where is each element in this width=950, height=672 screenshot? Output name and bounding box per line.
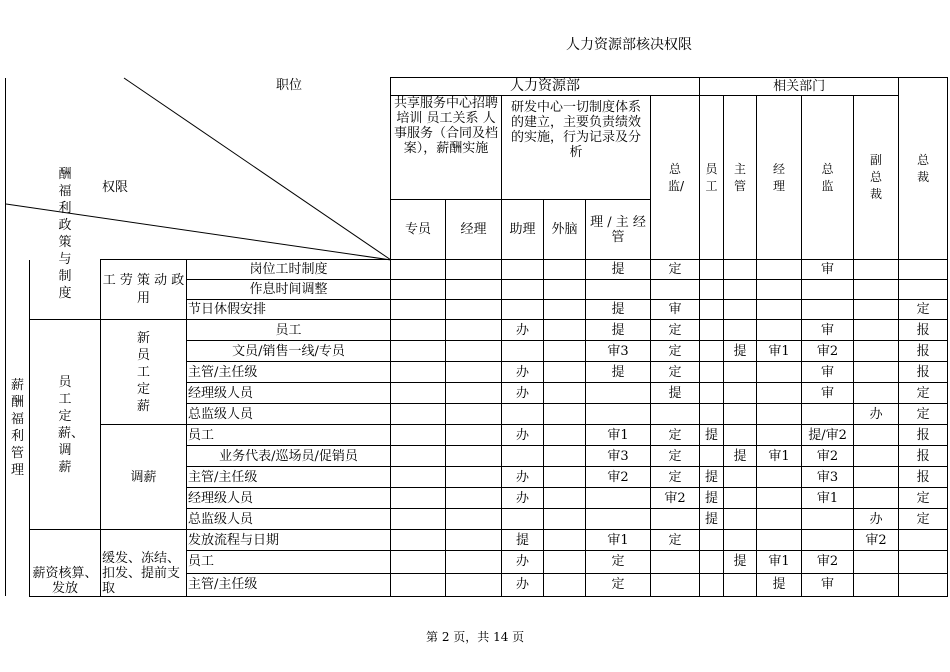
authority-cell: [446, 320, 502, 341]
authority-cell: 报: [899, 467, 948, 488]
left-category-label: 薪酬福利管理: [10, 377, 24, 478]
page-footer: 第 2 页，共 14 页: [426, 630, 525, 644]
related-dept-header: 相关部门: [700, 78, 899, 96]
authority-cell: [544, 573, 586, 596]
authority-cell: 定: [651, 446, 700, 467]
authority-cell: [446, 509, 502, 530]
authority-cell: [854, 467, 899, 488]
table-row: [6, 260, 948, 280]
authority-cell: [544, 530, 586, 551]
authority-cell: [724, 404, 757, 425]
authority-cell: [544, 341, 586, 362]
authority-cell: [391, 446, 446, 467]
authority-cell: 报: [899, 362, 948, 383]
authority-cell: 提: [586, 300, 651, 320]
authority-cell: [724, 509, 757, 530]
authority-cell: [544, 320, 586, 341]
authority-cell: [586, 280, 651, 300]
authority-cell: [854, 341, 899, 362]
assistant-header: [502, 200, 544, 260]
assistant-label: 助理: [509, 222, 536, 237]
authority-cell: [544, 467, 586, 488]
authority-cell: [854, 446, 899, 467]
authority-cell: 提: [724, 341, 757, 362]
authority-cell: [502, 300, 544, 320]
item-cell: 员工: [187, 425, 391, 446]
dept-director-label: 总监: [821, 161, 834, 193]
authority-cell: 定: [899, 300, 948, 320]
authority-cell: [586, 383, 651, 404]
item-cell: 员工: [187, 551, 391, 574]
authority-cell: [446, 260, 502, 280]
authority-cell: [391, 551, 446, 574]
authority-cell: 办: [502, 551, 544, 574]
authority-cell: 提: [700, 467, 724, 488]
director-header: [651, 96, 700, 260]
authority-cell: [757, 260, 802, 280]
authority-cell: [899, 573, 948, 596]
supervisor-header: [724, 96, 757, 260]
authority-cell: [757, 425, 802, 446]
table-row: [6, 425, 948, 446]
authority-cell: [544, 280, 586, 300]
authority-cell: [802, 404, 854, 425]
authority-cell: [446, 551, 502, 574]
authority-cell: [391, 425, 446, 446]
item-cell: 节日休假安排: [187, 300, 391, 320]
authority-cell: [391, 488, 446, 509]
authority-cell: [700, 300, 724, 320]
authority-cell: [854, 383, 899, 404]
authority-cell: 审1: [757, 551, 802, 574]
authority-cell: [724, 488, 757, 509]
item-cell: 岗位工时制度: [187, 260, 391, 280]
authority-cell: 定: [651, 530, 700, 551]
authority-cell: 提: [651, 383, 700, 404]
authority-cell: [446, 573, 502, 596]
authority-cell: 审: [802, 573, 854, 596]
authority-cell: [854, 280, 899, 300]
authority-cell: [700, 530, 724, 551]
authority-cell: 审2: [802, 341, 854, 362]
page-title: 人力资源部核决权限: [566, 37, 692, 53]
authority-cell: 审: [802, 362, 854, 383]
authority-cell: [391, 509, 446, 530]
dept-director-header: [802, 96, 854, 260]
authority-cell: 定: [651, 341, 700, 362]
authority-cell: [700, 362, 724, 383]
authority-cell: [724, 260, 757, 280]
authority-cell: [757, 362, 802, 383]
authority-cell: 审: [802, 260, 854, 280]
authority-cell: 审: [802, 320, 854, 341]
authority-cell: 办: [502, 425, 544, 446]
item-cell: 经理级人员: [187, 488, 391, 509]
payroll-spacer: [101, 530, 187, 551]
rd-center-header: 研发中心一切制度体系的建立，主要负责绩效的实施，行为记录及分析: [502, 96, 651, 200]
authority-cell: 定: [586, 573, 651, 596]
authority-cell: [724, 362, 757, 383]
authority-cell: 办: [854, 509, 899, 530]
authority-cell: 审3: [802, 467, 854, 488]
authority-cell: 提: [700, 509, 724, 530]
authority-cell: [802, 280, 854, 300]
new-pay-cell: [101, 320, 187, 425]
authority-cell: 提: [586, 362, 651, 383]
table-row: [6, 530, 948, 551]
authority-cell: [391, 341, 446, 362]
authority-cell: [544, 488, 586, 509]
authority-cell: 审2: [586, 467, 651, 488]
authority-label: 权限: [102, 179, 129, 195]
president-header: [899, 78, 948, 260]
authority-cell: [446, 467, 502, 488]
vp-header: [854, 96, 899, 260]
authority-cell: [446, 341, 502, 362]
authority-cell: [502, 341, 544, 362]
authority-cell: [391, 467, 446, 488]
authority-cell: 办: [502, 320, 544, 341]
authority-cell: 办: [502, 488, 544, 509]
mgr-supervisor-header: 理 / 主 经 管: [586, 200, 651, 260]
authority-cell: [854, 320, 899, 341]
authority-cell: [391, 383, 446, 404]
authority-cell: [700, 260, 724, 280]
shared-center-header: 共享服务中心招聘 培训 员工关系 人事服务（合同及档案），薪酬实施: [391, 96, 502, 200]
authority-cell: [802, 530, 854, 551]
payroll-cell: [30, 530, 101, 597]
authority-cell: [502, 446, 544, 467]
authority-cell: [446, 425, 502, 446]
authority-cell: [651, 573, 700, 596]
authority-cell: 提: [700, 488, 724, 509]
authority-cell: [854, 551, 899, 574]
table-row: [6, 320, 948, 341]
authority-cell: [757, 530, 802, 551]
authority-cell: 审2: [802, 446, 854, 467]
authority-cell: [724, 467, 757, 488]
authority-cell: [544, 425, 586, 446]
item-cell: 总监级人员: [187, 404, 391, 425]
authority-cell: 提: [502, 530, 544, 551]
authority-cell: [899, 530, 948, 551]
authority-cell: 提: [586, 320, 651, 341]
authority-cell: 报: [899, 446, 948, 467]
authority-cell: [446, 488, 502, 509]
authority-cell: [854, 425, 899, 446]
authority-cell: [544, 260, 586, 280]
authority-cell: 定: [586, 551, 651, 574]
authority-cell: 审1: [757, 446, 802, 467]
supervisor-label: 主管: [734, 161, 747, 193]
authority-cell: [502, 280, 544, 300]
authority-cell: [544, 446, 586, 467]
authority-cell: 审1: [586, 530, 651, 551]
authority-cell: [544, 362, 586, 383]
authority-cell: [724, 573, 757, 596]
labor-policy-cell: 工 劳 策 动 政 用: [101, 260, 187, 320]
outsourced-label: 外脑: [551, 222, 578, 237]
authority-cell: 提/审2: [802, 425, 854, 446]
payroll-label: 薪资核算、发放: [32, 565, 98, 596]
authority-cell: [544, 383, 586, 404]
authority-cell: [446, 300, 502, 320]
authority-cell: [757, 320, 802, 341]
authority-cell: [651, 551, 700, 574]
authority-cell: [391, 362, 446, 383]
authority-cell: 审: [651, 300, 700, 320]
authority-cell: [757, 300, 802, 320]
manager-header: [757, 96, 802, 260]
authority-cell: 定: [899, 488, 948, 509]
authority-cell: 办: [502, 573, 544, 596]
authority-cell: [854, 362, 899, 383]
authority-cell: [700, 446, 724, 467]
authority-cell: 定: [651, 320, 700, 341]
authority-cell: [446, 404, 502, 425]
authority-cell: [391, 260, 446, 280]
authority-cell: [391, 404, 446, 425]
employee-header: [700, 96, 724, 260]
authority-cell: [502, 260, 544, 280]
authority-cell: 审2: [651, 488, 700, 509]
authority-cell: [651, 404, 700, 425]
item-cell: 作息时间调整: [187, 280, 391, 300]
authority-cell: [724, 320, 757, 341]
authority-cell: [700, 280, 724, 300]
authority-cell: 提: [724, 446, 757, 467]
authority-cell: 审2: [802, 551, 854, 574]
item-cell: 发放流程与日期: [187, 530, 391, 551]
authority-cell: 审1: [757, 341, 802, 362]
employee-label: 员工: [705, 161, 718, 193]
authority-cell: 报: [899, 425, 948, 446]
hr-manager-header: [446, 200, 502, 260]
authority-cell: [757, 404, 802, 425]
authority-cell: 审3: [586, 446, 651, 467]
defer-cell: 缓发、冻结、扣发、提前支取: [101, 551, 187, 597]
authority-cell: [899, 280, 948, 300]
authority-cell: 报: [899, 320, 948, 341]
authority-cell: [724, 383, 757, 404]
authority-cell: [724, 300, 757, 320]
authority-cell: 定: [651, 425, 700, 446]
authority-cell: [757, 383, 802, 404]
authority-cell: [757, 509, 802, 530]
authority-cell: 定: [651, 362, 700, 383]
authority-cell: [757, 280, 802, 300]
authority-cell: [391, 530, 446, 551]
authority-cell: [700, 551, 724, 574]
left-category-cell: [6, 260, 30, 597]
authority-cell: [391, 300, 446, 320]
authority-cell: [700, 383, 724, 404]
authority-cell: [700, 341, 724, 362]
item-cell: 总监级人员: [187, 509, 391, 530]
new-pay-label: 新员工定薪: [136, 330, 150, 414]
table-row: [6, 551, 948, 574]
authority-cell: 定: [651, 260, 700, 280]
authority-cell: 办: [854, 404, 899, 425]
authority-cell: [391, 280, 446, 300]
authority-cell: [724, 280, 757, 300]
authority-cell: [586, 404, 651, 425]
authority-cell: 审1: [802, 488, 854, 509]
authority-cell: 办: [502, 362, 544, 383]
authority-cell: [854, 300, 899, 320]
authority-cell: [446, 280, 502, 300]
authority-cell: [502, 509, 544, 530]
authority-cell: [446, 446, 502, 467]
employee-pay-cell: [30, 320, 101, 530]
authority-cell: [586, 509, 651, 530]
authority-cell: [391, 573, 446, 596]
employee-pay-label: 员工定薪、调薪: [58, 374, 85, 475]
authority-cell: 定: [899, 404, 948, 425]
authority-cell: [446, 362, 502, 383]
hr-manager-label: 经理: [460, 222, 487, 237]
authority-cell: [854, 488, 899, 509]
authority-cell: [651, 280, 700, 300]
specialist-label: 专员: [405, 222, 432, 237]
authority-cell: [544, 300, 586, 320]
president-label: 总裁: [917, 152, 930, 184]
authority-cell: 提: [700, 425, 724, 446]
authority-cell: 定: [899, 509, 948, 530]
authority-cell: [544, 551, 586, 574]
authority-table: [5, 77, 948, 597]
adjust-pay-cell: 调薪: [101, 425, 187, 530]
item-cell: 经理级人员: [187, 383, 391, 404]
authority-cell: [700, 320, 724, 341]
authority-cell: 定: [651, 467, 700, 488]
authority-cell: 审3: [586, 341, 651, 362]
category-label: 酬福利政策与制度: [58, 166, 72, 301]
authority-cell: 审: [802, 383, 854, 404]
item-cell: 文员/销售一线/专员: [187, 341, 391, 362]
authority-cell: [724, 425, 757, 446]
authority-cell: [502, 404, 544, 425]
authority-cell: [544, 404, 586, 425]
authority-cell: [802, 300, 854, 320]
hr-dept-header: 人力资源部: [391, 78, 700, 96]
authority-cell: [700, 573, 724, 596]
authority-cell: [757, 467, 802, 488]
authority-cell: [724, 530, 757, 551]
item-cell: 业务代表/巡场员/促销员: [187, 446, 391, 467]
authority-cell: 审1: [586, 425, 651, 446]
authority-cell: 定: [899, 383, 948, 404]
outsourced-header: [544, 200, 586, 260]
item-cell: 员工: [187, 320, 391, 341]
authority-cell: [899, 260, 948, 280]
item-cell: 主管/主任级: [187, 573, 391, 596]
authority-cell: 办: [502, 383, 544, 404]
authority-cell: [854, 573, 899, 596]
item-cell: 主管/主任级: [187, 362, 391, 383]
authority-cell: 提: [757, 573, 802, 596]
authority-cell: [446, 383, 502, 404]
director-label: 总监/: [668, 161, 685, 193]
manager-label: 经理: [773, 161, 786, 193]
position-label: 职位: [276, 77, 303, 93]
authority-cell: [391, 320, 446, 341]
authority-cell: [700, 404, 724, 425]
authority-cell: [854, 260, 899, 280]
authority-cell: [544, 509, 586, 530]
authority-cell: [757, 488, 802, 509]
authority-cell: [586, 488, 651, 509]
authority-cell: [899, 551, 948, 574]
authority-cell: 办: [502, 467, 544, 488]
item-cell: 主管/主任级: [187, 467, 391, 488]
authority-cell: [446, 530, 502, 551]
vp-label: 副总裁: [870, 153, 883, 201]
authority-cell: 提: [586, 260, 651, 280]
authority-cell: [651, 509, 700, 530]
authority-cell: 提: [724, 551, 757, 574]
authority-cell: 审2: [854, 530, 899, 551]
authority-cell: [802, 509, 854, 530]
authority-cell: 报: [899, 341, 948, 362]
specialist-header: [391, 200, 446, 260]
